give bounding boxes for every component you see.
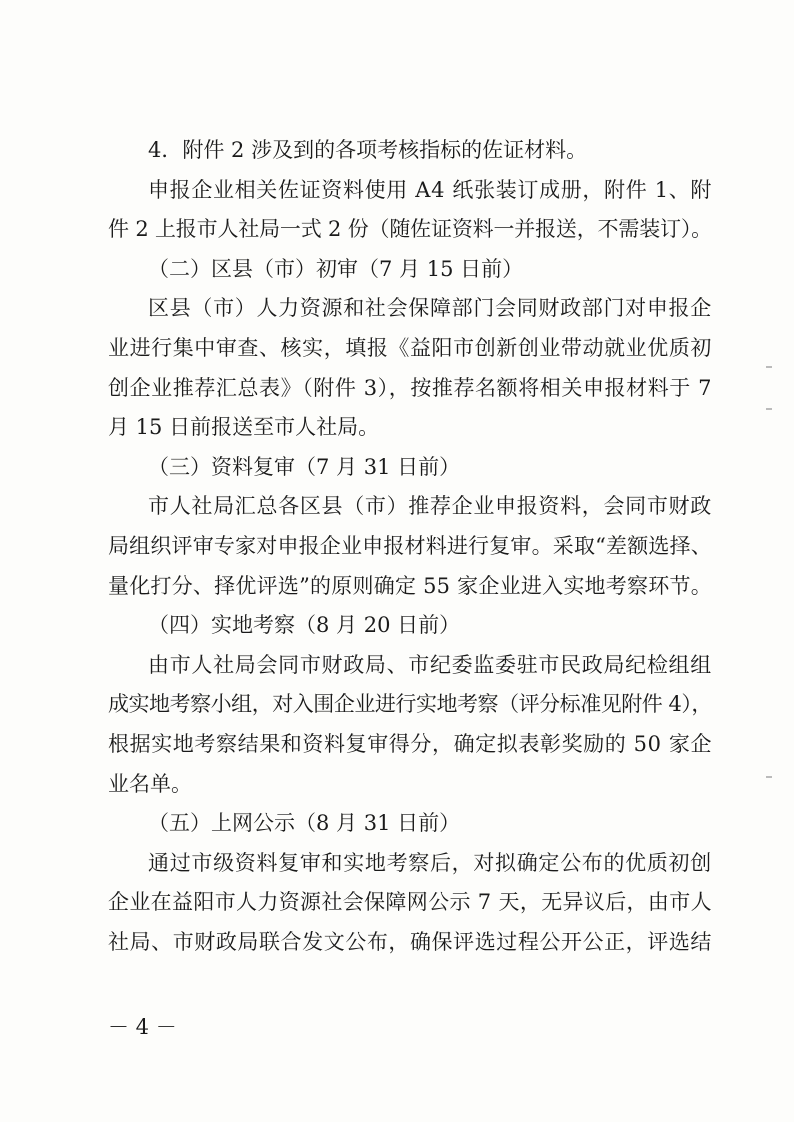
- line-text: 企业在益阳市人力资源社会保障网公示 7 天，无异议后，由市人: [108, 890, 712, 915]
- line-text: 件 2 上报市人社局一式 2 份（随佐证资料一并报送，不需装订）。: [108, 217, 712, 242]
- text-line: [148, 491, 712, 521]
- text-line: [148, 848, 712, 878]
- line-text: 创企业推荐汇总表》（附件 3），按推荐名额将相关申报材料于 7: [108, 375, 713, 400]
- text-line: [108, 689, 712, 719]
- line-text: 根据实地考察结果和资料复审得分，确定拟表彰奖励的 50 家企: [108, 732, 713, 756]
- text-line: [108, 927, 712, 957]
- text-line: [108, 531, 712, 561]
- line-text: 量化打分、择优评选”的原则确定 55 家企业进入实地考察环节。: [108, 573, 712, 598]
- line-text: 业名单。: [108, 771, 192, 796]
- line-text: 通过市级资料复审和实地考察后，对拟确定公布的优质初创: [148, 850, 712, 875]
- text-line: [148, 175, 712, 205]
- line-text: 社局、市财政局联合发文公布，确保评选过程公开公正，评选结: [108, 930, 712, 954]
- line-text: 申报企业相关佐证资料使用 A4 纸张装订成册，附件 1、附: [148, 177, 713, 202]
- line-text: （三）资料复审（7 月 31 日前）: [148, 454, 461, 479]
- text-line: [108, 887, 712, 917]
- line-text: 市人社局汇总各区县（市）推荐企业申报资料，会同市财政: [148, 494, 712, 519]
- line-text: （五）上网公示（8 月 31 日前）: [148, 811, 461, 836]
- line-text: 月 15 日前报送至市人社局。: [108, 415, 380, 440]
- line-text: （二）区县（市）初审（7 月 15 日前）: [148, 256, 524, 281]
- text-line: [108, 729, 712, 759]
- section-heading-line: [148, 610, 712, 640]
- line-text: 区县（市）人力资源和社会保障部门会同财政部门对申报企: [148, 296, 712, 321]
- scan-mark: [766, 776, 772, 778]
- text-line: [108, 373, 712, 403]
- line-text: 成实地考察小组，对入围企业进行实地考察（评分标准见附件 4），: [108, 692, 712, 717]
- text-line: [108, 333, 712, 363]
- text-line: [148, 293, 712, 323]
- section-heading-line: [148, 452, 712, 482]
- scan-mark: [766, 366, 772, 368]
- text-line: [108, 412, 712, 442]
- line-text: 业进行集中审查、核实，填报《益阳市创新创业带动就业优质初: [108, 336, 712, 360]
- page-number: － 4 －: [108, 1015, 177, 1039]
- line-text: 4．附件 2 涉及到的各项考核指标的佐证材料。: [148, 138, 588, 162]
- text-line: [148, 650, 712, 680]
- section-heading-line: [148, 808, 712, 838]
- line-text: （四）实地考察（8 月 20 日前）: [148, 613, 461, 638]
- line-text: 局组织评审专家对申报企业申报材料进行复审。采取“差额选择、: [108, 534, 712, 558]
- line-text: 由市人社局会同市财政局、市纪委监委驻市民政局纪检组组: [148, 652, 712, 677]
- scan-mark: [766, 408, 772, 410]
- text-line: [108, 571, 712, 601]
- text-line: [108, 214, 712, 244]
- section-heading-line: [148, 254, 712, 284]
- text-line: [108, 769, 712, 799]
- text-line: [148, 135, 712, 165]
